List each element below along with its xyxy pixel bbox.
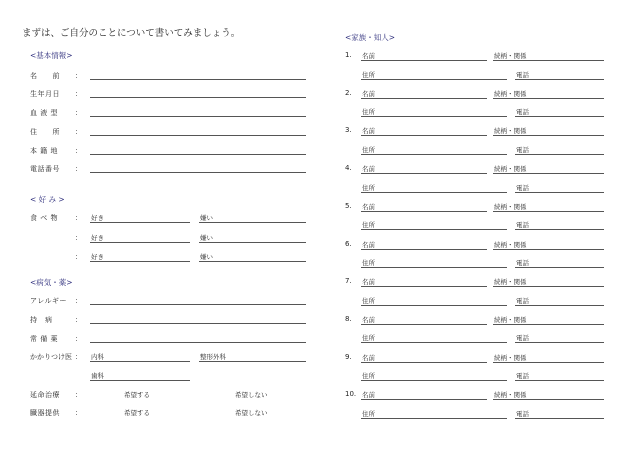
likes-heading: < 好 み > bbox=[30, 195, 65, 204]
family-relation-line[interactable] bbox=[493, 135, 604, 136]
family-phone-label: 電話 bbox=[516, 296, 529, 305]
colon: ： bbox=[75, 335, 82, 343]
organ-donation-nowish[interactable]: 希望しない bbox=[235, 409, 268, 417]
family-phone-label: 電話 bbox=[516, 145, 529, 154]
family-address-label: 住所 bbox=[362, 409, 375, 418]
basic-heading: <基本情報> bbox=[30, 51, 73, 60]
family-phone-line[interactable] bbox=[515, 267, 604, 268]
family-relation-label: 続柄・関係 bbox=[494, 315, 527, 324]
basic-field-label: 電話番号 bbox=[30, 165, 60, 173]
basic-field-line[interactable] bbox=[90, 97, 306, 98]
family-name-line[interactable] bbox=[361, 173, 487, 174]
basic-field-label: 本 籍 地 bbox=[30, 147, 58, 155]
family-relation-line[interactable] bbox=[493, 249, 604, 250]
family-address-label: 住所 bbox=[362, 372, 375, 381]
like-line[interactable] bbox=[90, 222, 190, 223]
family-phone-line[interactable] bbox=[515, 116, 604, 117]
family-phone-line[interactable] bbox=[515, 79, 604, 80]
family-name-line[interactable] bbox=[361, 135, 487, 136]
family-name-line[interactable] bbox=[361, 249, 487, 250]
family-relation-line[interactable] bbox=[493, 211, 604, 212]
basic-field-label: 血 液 型 bbox=[30, 109, 58, 117]
family-phone-line[interactable] bbox=[515, 418, 604, 419]
dislike-line[interactable] bbox=[199, 261, 306, 262]
family-phone-label: 電話 bbox=[516, 259, 529, 267]
doctor-dental-label: 歯科 bbox=[91, 372, 104, 380]
like-line[interactable] bbox=[90, 261, 190, 262]
family-address-line[interactable] bbox=[361, 380, 507, 381]
family-name-line[interactable] bbox=[361, 98, 487, 99]
family-entry-number: 9. bbox=[345, 352, 352, 361]
family-entry-number: 4. bbox=[345, 164, 352, 173]
family-heading: <家族・知人> bbox=[345, 33, 396, 42]
basic-field-label: 生年月日 bbox=[30, 90, 60, 98]
family-relation-line[interactable] bbox=[493, 399, 604, 400]
doctor-internal-line[interactable] bbox=[90, 361, 190, 362]
dislike-line[interactable] bbox=[199, 222, 306, 223]
family-phone-label: 電話 bbox=[516, 334, 529, 343]
family-relation-label: 続柄・関係 bbox=[494, 127, 527, 136]
family-phone-line[interactable] bbox=[515, 380, 604, 381]
family-address-label: 住所 bbox=[362, 108, 375, 117]
family-name-label: 名前 bbox=[362, 165, 375, 174]
family-phone-label: 電話 bbox=[516, 183, 529, 192]
colon: ： bbox=[75, 391, 82, 399]
chronic-line[interactable] bbox=[90, 323, 306, 324]
medical-heading: <病気・薬> bbox=[30, 278, 73, 287]
colon: ： bbox=[75, 253, 82, 261]
organ-donation-wish[interactable]: 希望する bbox=[124, 409, 150, 417]
colon: ： bbox=[75, 72, 82, 80]
dislike-line[interactable] bbox=[199, 242, 306, 243]
family-relation-label: 続柄・関係 bbox=[494, 89, 527, 98]
basic-field-line[interactable] bbox=[90, 79, 306, 80]
colon: ： bbox=[75, 109, 82, 117]
basic-field-line[interactable] bbox=[90, 135, 306, 136]
doctor-dental-line[interactable] bbox=[90, 380, 190, 381]
family-name-line[interactable] bbox=[361, 60, 487, 61]
colon: ： bbox=[75, 316, 82, 324]
family-address-label: 住所 bbox=[362, 221, 375, 230]
family-address-line[interactable] bbox=[361, 192, 507, 193]
like-line[interactable] bbox=[90, 242, 190, 243]
family-name-label: 名前 bbox=[362, 315, 375, 324]
family-phone-label: 電話 bbox=[516, 372, 529, 381]
family-phone-label: 電話 bbox=[516, 409, 529, 418]
life-support-wish[interactable]: 希望する bbox=[124, 391, 150, 399]
family-entry-number: 1. bbox=[345, 51, 352, 59]
life-support-label: 延命治療 bbox=[30, 391, 60, 399]
family-name-label: 名前 bbox=[362, 353, 375, 362]
family-relation-label: 続柄・関係 bbox=[494, 52, 527, 60]
family-relation-line[interactable] bbox=[493, 98, 604, 99]
family-name-label: 名前 bbox=[362, 391, 375, 400]
doctor-ortho-line[interactable] bbox=[199, 361, 306, 362]
family-relation-line[interactable] bbox=[493, 324, 604, 325]
family-name-label: 名前 bbox=[362, 278, 375, 287]
family-address-label: 住所 bbox=[362, 145, 375, 154]
family-phone-line[interactable] bbox=[515, 305, 604, 306]
family-entry-number: 2. bbox=[345, 88, 352, 97]
family-name-label: 名前 bbox=[362, 52, 375, 60]
allergy-line[interactable] bbox=[90, 304, 306, 305]
like-label: 好き bbox=[91, 234, 104, 242]
colon: ： bbox=[75, 165, 82, 173]
page-title: まずは、ご自分のことについて書いてみましょう。 bbox=[22, 28, 241, 39]
like-label: 好き bbox=[91, 214, 104, 222]
family-relation-label: 続柄・関係 bbox=[494, 165, 527, 174]
family-phone-line[interactable] bbox=[515, 229, 604, 230]
family-address-line[interactable] bbox=[361, 154, 507, 155]
like-label: 好き bbox=[91, 253, 104, 261]
family-entry-number: 8. bbox=[345, 314, 352, 323]
colon: ： bbox=[75, 234, 82, 242]
family-name-label: 名前 bbox=[362, 89, 375, 98]
family-phone-label: 電話 bbox=[516, 221, 529, 230]
family-phone-label: 電話 bbox=[516, 108, 529, 117]
colon: ： bbox=[75, 409, 82, 417]
family-address-label: 住所 bbox=[362, 334, 375, 343]
family-name-line[interactable] bbox=[361, 324, 487, 325]
dislike-label: 嫌い bbox=[200, 214, 213, 222]
family-relation-line[interactable] bbox=[493, 173, 604, 174]
family-entry-number: 6. bbox=[345, 239, 352, 248]
family-name-label: 名前 bbox=[362, 240, 375, 249]
family-doctor-label: かかりつけ医 bbox=[30, 353, 72, 361]
family-address-line[interactable] bbox=[361, 305, 507, 306]
organ-donation-label: 臓器提供 bbox=[30, 409, 60, 417]
family-name-line[interactable] bbox=[361, 286, 487, 287]
family-relation-line[interactable] bbox=[493, 60, 604, 61]
dislike-label: 嫌い bbox=[200, 253, 213, 261]
basic-field-label: 名 前 bbox=[30, 72, 60, 80]
colon: ： bbox=[75, 90, 82, 98]
allergy-label: アレルギー bbox=[30, 297, 68, 305]
family-relation-label: 続柄・関係 bbox=[494, 240, 527, 249]
basic-field-line[interactable] bbox=[90, 154, 306, 155]
family-address-line[interactable] bbox=[361, 418, 507, 419]
family-name-line[interactable] bbox=[361, 362, 487, 363]
colon: ： bbox=[75, 214, 82, 222]
regular-med-label: 常 備 薬 bbox=[30, 335, 58, 343]
family-address-line[interactable] bbox=[361, 267, 507, 268]
family-address-label: 住所 bbox=[362, 259, 375, 267]
family-phone-line[interactable] bbox=[515, 342, 604, 343]
chronic-label: 持 病 bbox=[30, 316, 53, 324]
basic-field-line[interactable] bbox=[90, 172, 306, 173]
family-address-label: 住所 bbox=[362, 183, 375, 192]
family-address-line[interactable] bbox=[361, 79, 507, 80]
life-support-nowish[interactable]: 希望しない bbox=[235, 391, 268, 399]
family-address-label: 住所 bbox=[362, 70, 375, 79]
basic-field-label: 住 所 bbox=[30, 128, 60, 136]
family-relation-line[interactable] bbox=[493, 362, 604, 363]
family-phone-label: 電話 bbox=[516, 70, 529, 79]
family-relation-label: 続柄・関係 bbox=[494, 278, 527, 287]
family-relation-label: 続柄・関係 bbox=[494, 353, 527, 362]
dislike-label: 嫌い bbox=[200, 234, 213, 242]
family-address-line[interactable] bbox=[361, 229, 507, 230]
food-label: 食 べ 物 bbox=[30, 214, 58, 222]
doctor-ortho-label: 整形外科 bbox=[200, 353, 226, 361]
family-name-label: 名前 bbox=[362, 127, 375, 136]
colon: ： bbox=[75, 353, 82, 361]
family-entry-number: 10. bbox=[345, 390, 357, 399]
family-phone-line[interactable] bbox=[515, 154, 604, 155]
family-address-label: 住所 bbox=[362, 296, 375, 305]
colon: ： bbox=[75, 297, 82, 305]
family-relation-label: 続柄・関係 bbox=[494, 202, 527, 211]
basic-field-line[interactable] bbox=[90, 116, 306, 117]
family-entry-number: 7. bbox=[345, 277, 352, 286]
family-name-line[interactable] bbox=[361, 211, 487, 212]
family-name-line[interactable] bbox=[361, 399, 487, 400]
family-address-line[interactable] bbox=[361, 342, 507, 343]
family-entry-number: 3. bbox=[345, 126, 352, 135]
family-relation-line[interactable] bbox=[493, 286, 604, 287]
family-entry-number: 5. bbox=[345, 201, 352, 210]
family-name-label: 名前 bbox=[362, 202, 375, 211]
family-address-line[interactable] bbox=[361, 116, 507, 117]
family-phone-line[interactable] bbox=[515, 192, 604, 193]
colon: ： bbox=[75, 128, 82, 136]
regular-med-line[interactable] bbox=[90, 342, 306, 343]
doctor-internal-label: 内科 bbox=[91, 353, 104, 361]
family-relation-label: 続柄・関係 bbox=[494, 391, 527, 400]
colon: ： bbox=[75, 147, 82, 155]
